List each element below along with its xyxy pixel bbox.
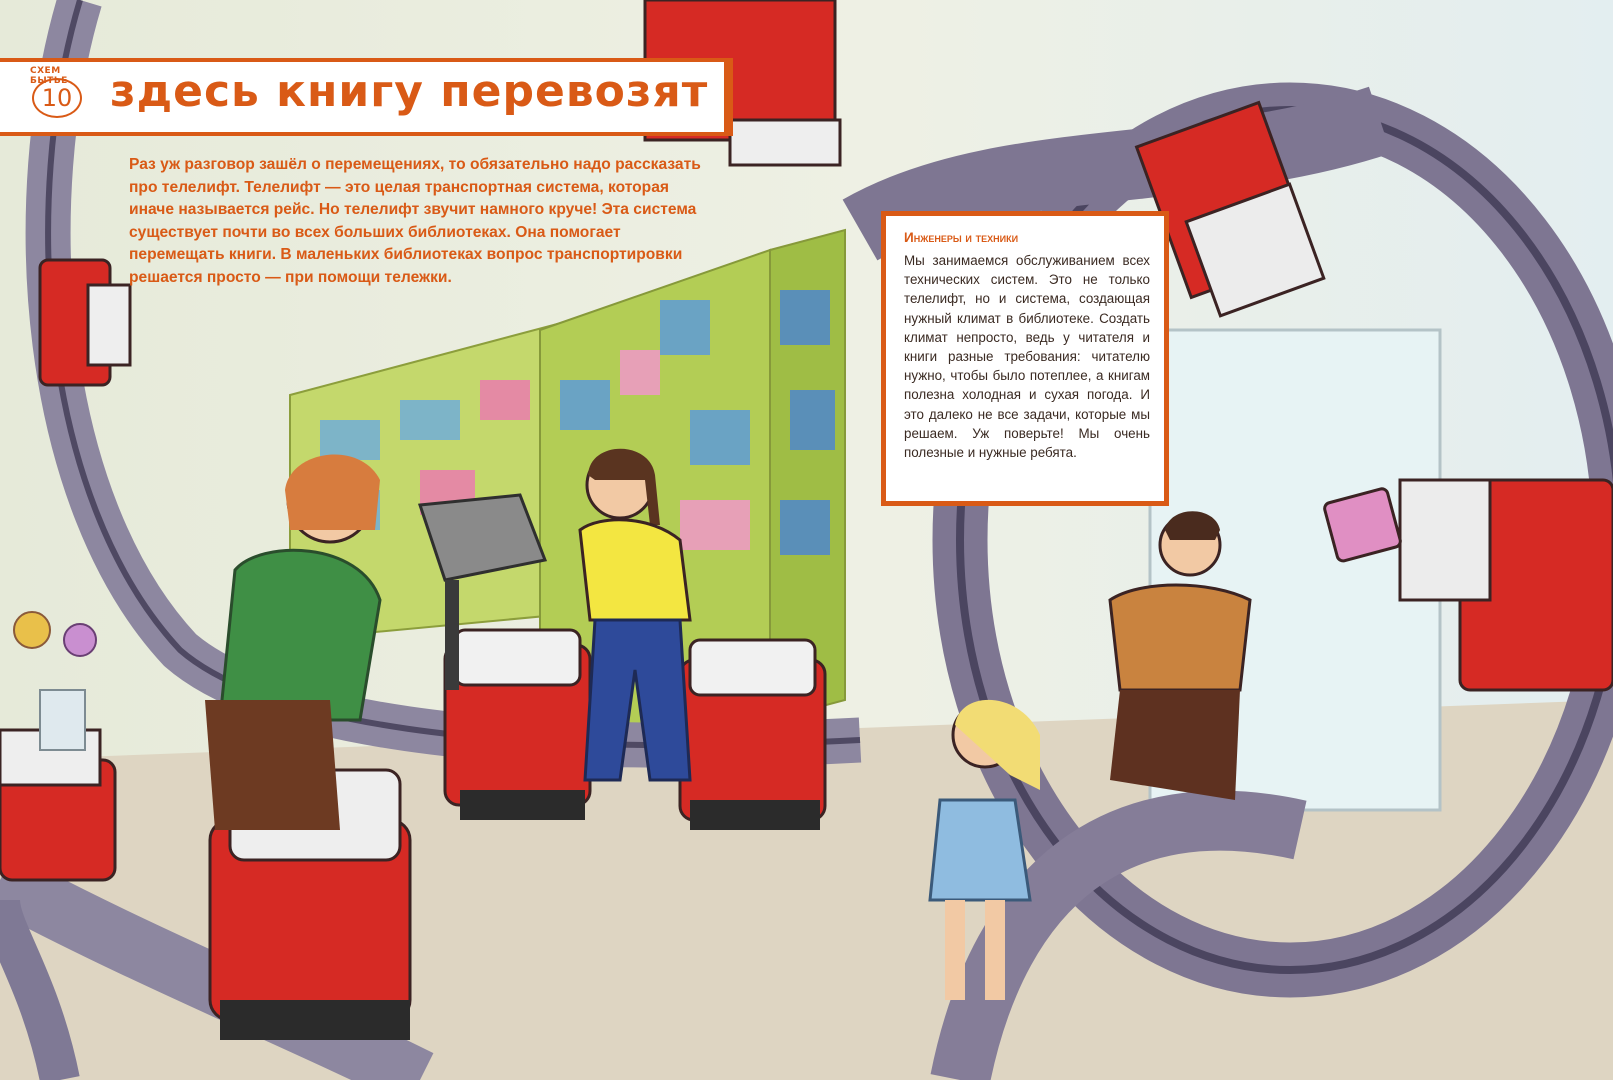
chapter-badge xyxy=(22,68,92,124)
title-bar xyxy=(0,58,733,136)
badge-number: 10 xyxy=(32,78,82,118)
sidebar-text: Мы занимаемся обслуживанием всех технических систем. Это не только телелифт, но и система, создающая нужный климат в библиотеке. Создать климат непросто, ведь у читателя и книги разные требования: читателю нужно, чтобы было потеплее, а книгам полезна холодная и сухая погода. И это далеко не все задачи, которые мы решаем. Уж поверьте! Мы очень полезные и нужные ребята. xyxy=(904,253,1150,461)
page-title: здесь книгу перевозят xyxy=(110,66,709,117)
sidebar-box xyxy=(881,211,1169,506)
sidebar-title: Инженеры и техники xyxy=(904,230,1019,245)
title-cap xyxy=(724,58,733,132)
cart xyxy=(445,630,590,820)
cart xyxy=(0,730,115,880)
intro-paragraph: Раз уж разговор зашёл о перемещениях, то обязательно надо рассказать про телелифт. Телелифт — это целая транспортная система, которая иначе называется рейс. Но телелифт звучит намного круче! Эта система существует почти во всех больших библиотеках. Она помогает перемещать книги. В маленьких библиотеках вопрос транспортировки решается просто — при помощи тележки. xyxy=(129,156,701,286)
title-stripe xyxy=(0,58,733,62)
cart xyxy=(680,640,825,830)
badge-arc-text: СХЕМ БЫТЬЕ xyxy=(30,66,68,86)
